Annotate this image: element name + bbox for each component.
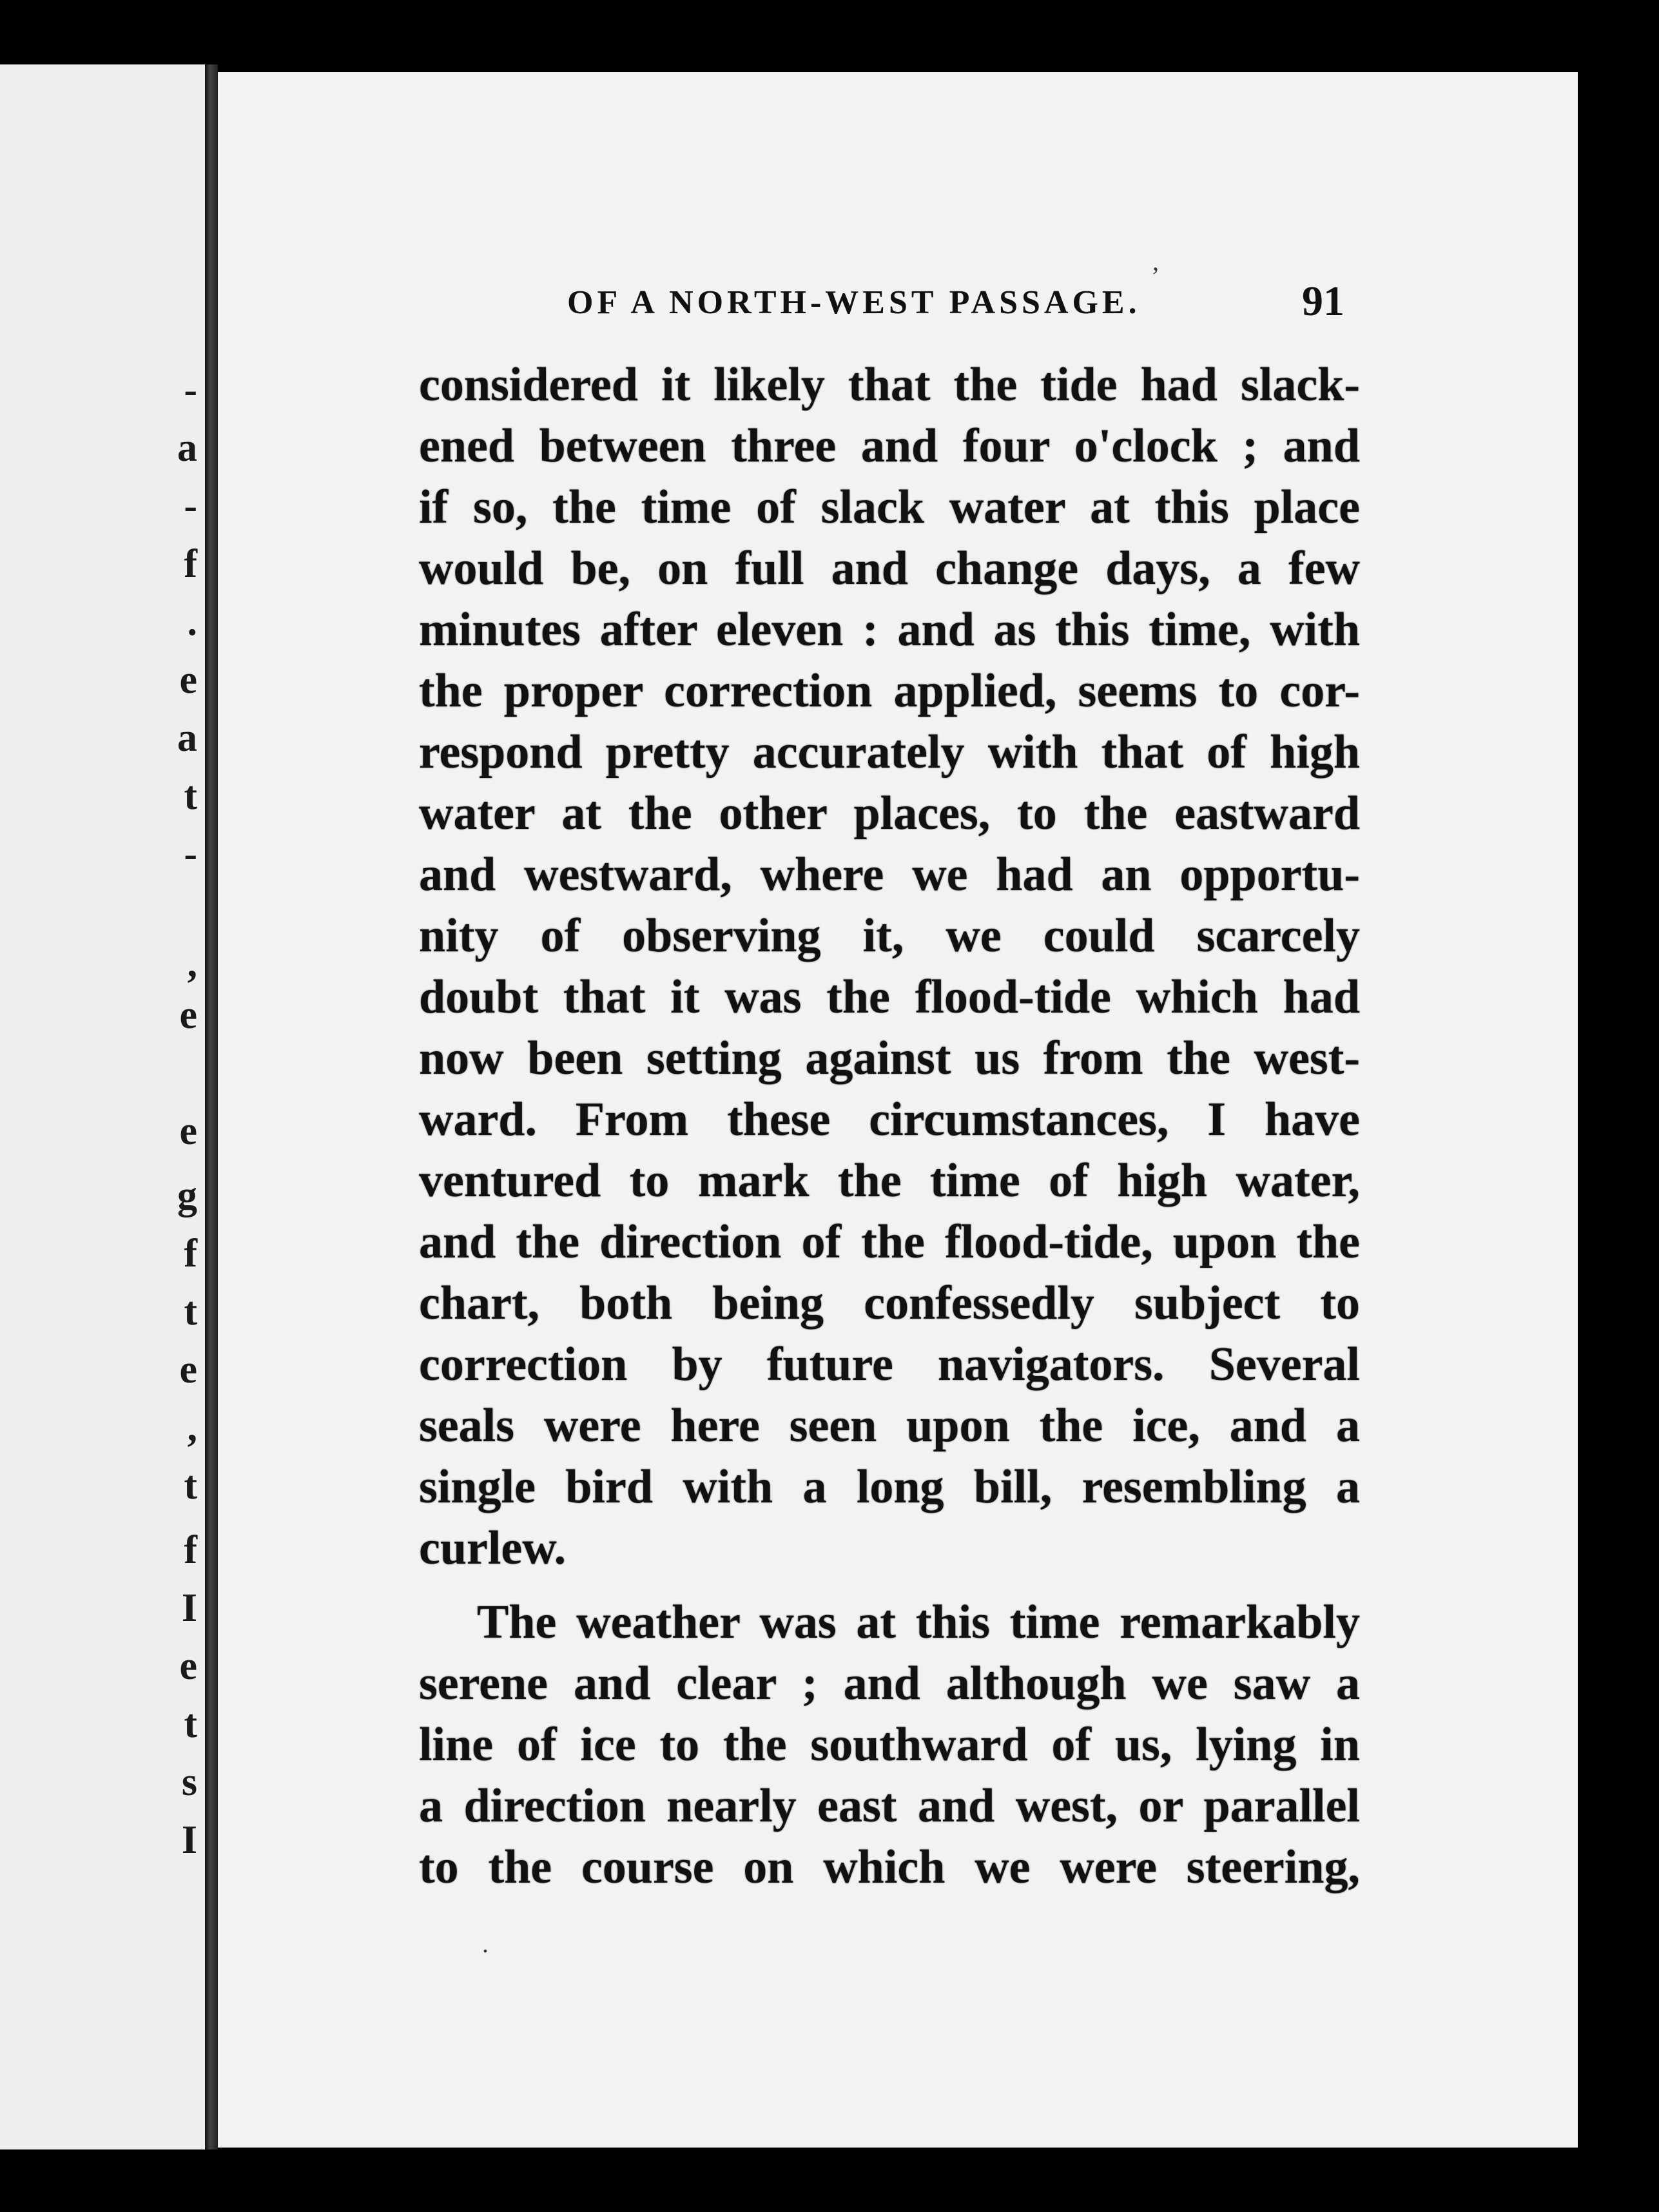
speck-mark: . [482, 1929, 489, 1958]
edge-char: e [179, 658, 197, 702]
edge-char: s [181, 1760, 197, 1804]
edge-char: t [184, 774, 197, 818]
edge-char: - [184, 368, 197, 412]
text-line: water at the other places, to the eastward [419, 787, 1360, 840]
text-line: line of ice to the southward of us, lying in [419, 1718, 1360, 1771]
text-line: correction by future navigators. Several [419, 1338, 1360, 1391]
edge-char: f [184, 1528, 197, 1572]
paragraph [419, 354, 1360, 1579]
text-line: now been setting against us from the west- [419, 1032, 1360, 1085]
paragraph [419, 1592, 1360, 1898]
edge-char: t [184, 1464, 197, 1508]
edge-char: , [187, 1406, 197, 1450]
edge-char: f [184, 1232, 197, 1276]
text-line: curlew. [419, 1522, 567, 1575]
text-line: and westward, where we had an opportu- [419, 848, 1360, 901]
text-line: The weather was at this time remarkably [477, 1596, 1360, 1649]
edge-char: - [184, 484, 197, 528]
book-gutter [205, 64, 218, 2149]
edge-char: e [179, 1109, 197, 1153]
text-line: nity of observing it, we could scarcely [419, 909, 1360, 962]
page-number: 91 [1302, 278, 1344, 325]
edge-char: e [179, 1644, 197, 1688]
text-line: considered it likely that the tide had slack- [419, 358, 1360, 411]
edge-char: , [187, 942, 197, 985]
text-line: a direction nearly east and west, or parallel [419, 1780, 1360, 1832]
edge-char: f [184, 542, 197, 586]
text-line: respond pretty accurately with that of high [419, 726, 1360, 779]
speck-mark: , [1152, 247, 1159, 276]
text-line: seals were here seen upon the ice, and a [419, 1399, 1360, 1452]
running-head: OF A NORTH-WEST PASSAGE. [567, 284, 1141, 321]
edge-char: a [177, 426, 197, 470]
text-line: single bird with a long bill, resembling a [419, 1460, 1360, 1513]
edge-char: I [181, 1586, 197, 1630]
edge-char: e [179, 993, 197, 1037]
edge-char: t [184, 1290, 197, 1334]
edge-char: g [177, 1174, 197, 1218]
text-line: serene and clear ; and although we saw a [419, 1657, 1360, 1710]
paragraph-gap [419, 1579, 1360, 1592]
text-line: minutes after eleven : and as this time, with [419, 603, 1360, 656]
text-line: ventured to mark the time of high water, [419, 1154, 1360, 1207]
text-line: the proper correction applied, seems to cor- [419, 665, 1360, 717]
text-line: ened between three and four o'clock ; and [419, 420, 1360, 472]
text-line: to the course on which we were steering, [419, 1841, 1360, 1894]
edge-char: - [184, 832, 197, 876]
edge-char: t [184, 1702, 197, 1746]
text-line: if so, the time of slack water at this place [419, 481, 1360, 534]
text-line: and the direction of the flood-tide, upon the [419, 1216, 1360, 1268]
text-line: ward. From these circumstances, I have [419, 1093, 1360, 1146]
left-page-edge [0, 64, 205, 2149]
text-line: chart, both being confessedly subject to [419, 1277, 1360, 1330]
edge-char: I [181, 1818, 197, 1862]
text-line: doubt that it was the flood-tide which had [419, 971, 1360, 1024]
text-line: would be, on full and change days, a few [419, 542, 1360, 595]
edge-char: . [187, 600, 197, 644]
body-text [419, 354, 1360, 1898]
edge-char: e [179, 1348, 197, 1392]
edge-char: a [177, 716, 197, 760]
